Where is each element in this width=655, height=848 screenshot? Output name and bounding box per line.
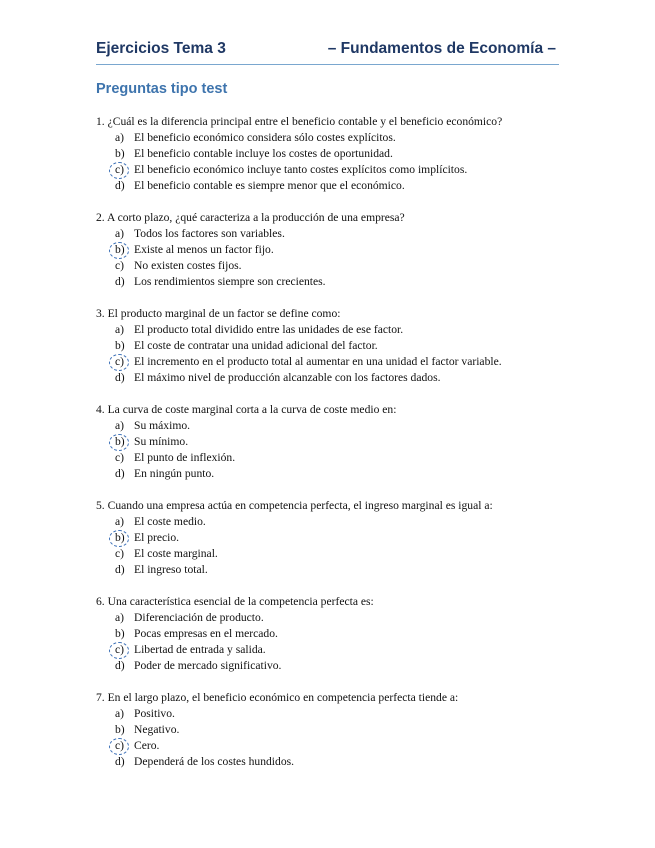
option-item [113,322,566,338]
option-item [113,546,566,562]
option-letter: b) [115,723,125,736]
option-item [113,258,566,274]
option-text: Negativo. [134,723,180,736]
option-text: Cero. [134,739,160,752]
option-text: El coste marginal. [134,547,218,560]
option-item [113,418,566,434]
question-text: 1. ¿Cuál es la diferencia principal entre el beneficio contable y el beneficio económico? [96,115,503,128]
document-title: Ejercicios Tema 3 [96,40,226,57]
option-item [113,738,566,754]
option-text: El coste medio. [134,515,206,528]
option-text: No existen costes fijos. [134,259,242,272]
option-item [113,610,566,626]
option-text: El máximo nivel de producción alcanzable con los factores dados. [134,371,441,384]
option-item [113,338,566,354]
option-item [113,450,566,466]
question-text: 7. En el largo plazo, el beneficio económico en competencia perfecta tiende a: [96,691,459,704]
question-3 [96,306,566,386]
option-item [113,530,566,546]
option-item [113,370,566,386]
option-text: Pocas empresas en el mercado. [134,627,278,640]
option-text: Poder de mercado significativo. [134,659,282,672]
circled-answer-letter: b) [113,434,134,450]
option-item [113,658,566,674]
option-text: Diferenciación de producto. [134,611,264,624]
course-title: – Fundamentos de Economía – [327,40,556,57]
option-item [113,514,566,530]
option-text: El precio. [134,531,180,544]
question-4 [96,402,566,482]
option-item [113,130,566,146]
option-item [113,162,566,178]
option-letter: d) [115,179,125,192]
section-title: Preguntas tipo test [96,81,228,97]
option-letter: a) [115,419,125,432]
option-item [113,146,566,162]
option-text: El incremento en el producto total al aumentar en una unidad el factor variable. [134,355,502,368]
question-1 [96,114,566,194]
circled-answer-letter: b) [113,242,134,258]
option-list [113,610,566,674]
circled-answer-letter: c) [113,354,134,370]
question-list [96,114,566,786]
option-item [113,722,566,738]
option-text: El beneficio contable es siempre menor que el económico. [134,179,405,192]
option-item [113,226,566,242]
option-text: Existe al menos un factor fijo. [134,243,274,256]
question-text: 5. Cuando una empresa actúa en competencia perfecta, el ingreso marginal es igual a: [96,499,493,512]
option-item [113,466,566,482]
option-letter: c) [115,451,125,464]
option-item [113,354,566,370]
option-text: Libertad de entrada y salida. [134,643,266,656]
option-letter: d) [115,467,125,480]
option-letter: b) [115,339,125,352]
option-letter: a) [115,131,125,144]
option-item [113,562,566,578]
option-letter: d) [115,659,125,672]
option-list [113,226,566,290]
option-text: Los rendimientos siempre son crecientes. [134,275,326,288]
option-list [113,514,566,578]
question-text: 2. A corto plazo, ¿qué caracteriza a la producción de una empresa? [96,211,405,224]
option-letter: a) [115,515,125,528]
option-item [113,626,566,642]
option-list [113,130,566,194]
option-letter: d) [115,755,125,768]
option-list [113,322,566,386]
option-text: El beneficio contable incluye los costes de oportunidad. [134,147,393,160]
option-letter: d) [115,275,125,288]
option-letter: a) [115,323,125,336]
option-item [113,242,566,258]
option-list [113,706,566,770]
option-text: En ningún punto. [134,467,215,480]
question-text: 4. La curva de coste marginal corta a la curva de coste medio en: [96,403,397,416]
question-2 [96,210,566,290]
page-header [96,38,559,65]
question-text: 3. El producto marginal de un factor se define como: [96,307,341,320]
option-letter: b) [115,147,125,160]
option-letter: b) [115,627,125,640]
option-letter: a) [115,227,125,240]
option-letter: a) [115,707,125,720]
option-item [113,706,566,722]
option-text: Todos los factores son variables. [134,227,285,240]
question-5 [96,498,566,578]
option-text: Dependerá de los costes hundidos. [134,755,295,768]
option-letter: c) [115,259,125,272]
option-item [113,754,566,770]
option-text: El coste de contratar una unidad adicional del factor. [134,339,378,352]
option-text: El punto de inflexión. [134,451,236,464]
question-6 [96,594,566,674]
circled-answer-letter: c) [113,162,134,178]
option-text: Su mínimo. [134,435,189,448]
question-text: 6. Una característica esencial de la competencia perfecta es: [96,595,374,608]
option-letter: d) [115,563,125,576]
option-item [113,274,566,290]
circled-answer-letter: c) [113,738,134,754]
option-text: Positivo. [134,707,175,720]
option-text: El beneficio económico incluye tanto costes explícitos como implícitos. [134,163,468,176]
option-text: El beneficio económico considera sólo costes explícitos. [134,131,396,144]
option-text: El ingreso total. [134,563,208,576]
option-item [113,178,566,194]
option-item [113,642,566,658]
question-7 [96,690,566,770]
option-text: Su máximo. [134,419,191,432]
option-text: El producto total dividido entre las unidades de ese factor. [134,323,404,336]
circled-answer-letter: c) [113,642,134,658]
option-letter: d) [115,371,125,384]
option-letter: a) [115,611,125,624]
option-list [113,418,566,482]
option-item [113,434,566,450]
circled-answer-letter: b) [113,530,134,546]
option-letter: c) [115,547,125,560]
